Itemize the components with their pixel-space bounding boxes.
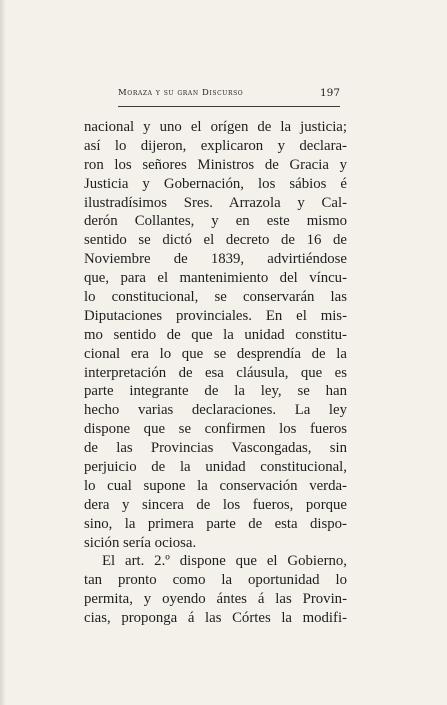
body-text <box>84 118 347 628</box>
text-line: parte integrante de la ley, se han <box>84 383 347 400</box>
text-line: lo constitucional, se conservarán las <box>84 289 347 306</box>
text-line: Noviembre de 1839, advirtiéndose <box>84 251 347 268</box>
text-line: ron los señores Ministros de Gracia y <box>84 156 347 173</box>
text-line: dispone que se confirmen los fueros <box>84 421 347 438</box>
text-line: nacional y uno el orígen de la justicia; <box>84 119 347 135</box>
text-line: perjuicio de la unidad constitucional, <box>84 459 347 476</box>
text-line: Diputaciones provinciales. En el mis- <box>84 307 347 324</box>
text-line: ilustradísimos Sres. Arrazola y Cal- <box>84 194 347 211</box>
text-line: sentido se dictó el decreto de 16 de <box>84 232 347 249</box>
text-line: derón Collantes, y en este mismo <box>84 213 347 230</box>
page-number: 197 <box>319 87 340 99</box>
text-line: sino, la primera parte de esta dispo- <box>84 515 347 532</box>
text-line: hecho varias declaraciones. La ley <box>84 402 347 419</box>
text-line: lo cual supone la conservación verda- <box>84 477 347 494</box>
text-line: de las Provincias Vascongadas, sin <box>84 440 347 457</box>
text-line: sición sería ociosa. <box>84 534 197 551</box>
page-header <box>118 88 340 104</box>
page-edge-shadow <box>0 0 6 705</box>
text-line: cional era lo que se desprendía de la <box>84 345 347 362</box>
text-line: así lo dijeron, explicaron y declara- <box>84 137 347 154</box>
text-line: El art. 2.º dispone que el Gobierno, <box>102 553 347 570</box>
header-rule <box>118 106 340 107</box>
text-line: interpretación de esa cláusula, que es <box>84 364 347 381</box>
text-line: tan pronto como la oportunidad lo <box>84 572 347 589</box>
text-line: Justicia y Gobernación, los sábios é <box>84 175 347 192</box>
text-line: permita, y oyendo ántes á las Provin- <box>84 591 347 608</box>
running-head: Moraza y su gran Discurso <box>118 88 244 98</box>
text-line: cias, proponga á las Córtes la modifi- <box>84 610 347 627</box>
text-line: dera y sincera de los fueros, porque <box>84 496 347 513</box>
text-line: mo sentido de que la unidad constitu- <box>84 326 347 343</box>
text-line: que, para el mantenimiento del víncu- <box>84 270 347 287</box>
